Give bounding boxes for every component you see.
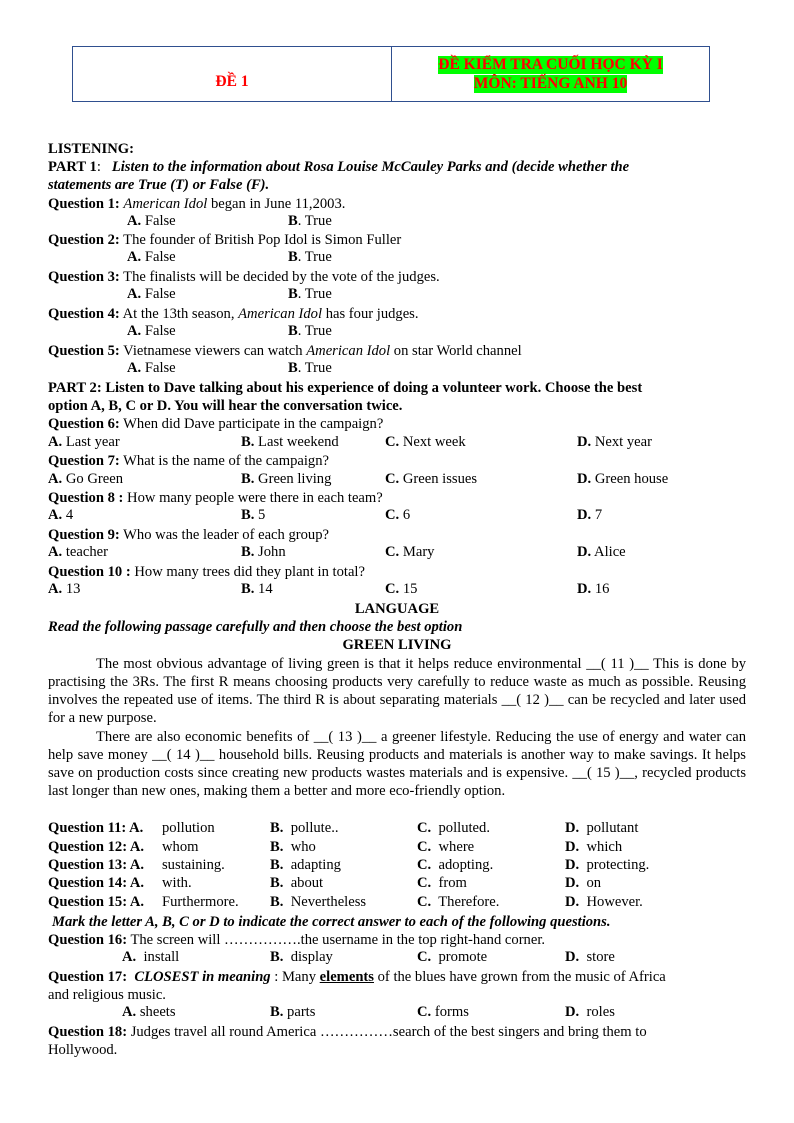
q7-option-d[interactable]: D. Green house xyxy=(577,471,669,487)
q9-option-a[interactable]: A. teacher xyxy=(48,544,108,560)
q15-option-b[interactable]: B. Nevertheless xyxy=(270,894,367,910)
q17-option-d[interactable]: D. roles xyxy=(565,1004,615,1020)
q11-option-b[interactable]: B. pollute.. xyxy=(270,820,339,836)
q7-option-b[interactable]: B. Green living xyxy=(241,471,332,487)
q6-option-a[interactable]: A. Last year xyxy=(48,434,120,450)
question-3: Question 3: The finalists will be decided by the vote of the judges. xyxy=(48,269,440,285)
q5-option-b[interactable]: B. True xyxy=(288,360,332,376)
q3-option-a[interactable]: A. False xyxy=(127,286,176,302)
q10-option-a[interactable]: A. 13 xyxy=(48,581,81,597)
q11-option-a[interactable]: pollution xyxy=(162,820,215,836)
question-10: Question 10 : How many trees did they plant in total? xyxy=(48,564,365,580)
q13-option-b[interactable]: B. adapting xyxy=(270,857,341,873)
listening-heading: LISTENING: xyxy=(48,141,134,157)
question-2: Question 2: The founder of British Pop Idol is Simon Fuller xyxy=(48,232,402,248)
part1-instruction-cont: statements are True (T) or False (F). xyxy=(48,177,270,193)
q8-option-c[interactable]: C. 6 xyxy=(385,507,411,523)
q14-label: Question 14: A. xyxy=(48,875,145,891)
q14-option-b[interactable]: B. about xyxy=(270,875,324,891)
question-18-cont: Hollywood. xyxy=(48,1042,118,1058)
question-16: Question 16: The screen will …………….the username in the top right-hand corner. xyxy=(48,932,546,948)
q13-label: Question 13: A. xyxy=(48,857,145,873)
question-8: Question 8 : How many people were there in each team? xyxy=(48,490,383,506)
q8-option-a[interactable]: A. 4 xyxy=(48,507,74,523)
exam-header-table xyxy=(72,46,710,102)
question-17: Question 17: CLOSEST in meaning : Many elements of the blues have grown from the music of Africa xyxy=(48,969,666,985)
q5-option-a[interactable]: A. False xyxy=(127,360,176,376)
q9-option-b[interactable]: B. John xyxy=(241,544,286,560)
exam-title: ĐỀ KIỂM TRA CUỐI HỌC KỲ I xyxy=(438,55,663,73)
q1-option-b[interactable]: B. True xyxy=(288,213,332,229)
q13-option-a[interactable]: sustaining. xyxy=(162,857,225,873)
question-5: Question 5: Vietnamese viewers can watch American Idol on star World channel xyxy=(48,343,522,359)
q12-label: Question 12: A. xyxy=(48,839,145,855)
q11-option-d[interactable]: D. pollutant xyxy=(565,820,639,836)
q10-option-c[interactable]: C. 15 xyxy=(385,581,418,597)
q7-option-a[interactable]: A. Go Green xyxy=(48,471,123,487)
language-heading: LANGUAGE xyxy=(354,601,440,617)
question-4: Question 4: At the 13th season, American Idol has four judges. xyxy=(48,306,419,322)
q8-option-b[interactable]: B. 5 xyxy=(241,507,266,523)
language-instruction: Read the following passage carefully and then choose the best option xyxy=(48,619,463,635)
q6-option-d[interactable]: D. Next year xyxy=(577,434,652,450)
q8-option-d[interactable]: D. 7 xyxy=(577,507,603,523)
q11-label: Question 11: A. xyxy=(48,820,144,836)
q12-option-a[interactable]: whom xyxy=(162,839,199,855)
question-7: Question 7: What is the name of the campaign? xyxy=(48,453,330,469)
q1-option-a[interactable]: A. False xyxy=(127,213,176,229)
exam-code: ĐỀ 1 xyxy=(215,73,249,90)
exam-title-cell xyxy=(392,47,709,101)
q10-option-b[interactable]: B. 14 xyxy=(241,581,273,597)
q11-option-c[interactable]: C. polluted. xyxy=(417,820,490,836)
q17-option-a[interactable]: A. sheets xyxy=(122,1004,176,1020)
q4-option-b[interactable]: B. True xyxy=(288,323,332,339)
question-9: Question 9: Who was the leader of each group? xyxy=(48,527,329,543)
q10-option-d[interactable]: D. 16 xyxy=(577,581,610,597)
q16-option-d[interactable]: D. store xyxy=(565,949,615,965)
part2-instruction: PART 2: Listen to Dave talking about his experience of doing a volunteer work. Choose the best xyxy=(48,380,643,396)
q12-option-d[interactable]: D. which xyxy=(565,839,623,855)
q13-option-c[interactable]: C. adopting. xyxy=(417,857,494,873)
part2-instruction-cont: option A, B, C or D. You will hear the conversation twice. xyxy=(48,398,403,414)
q13-option-d[interactable]: D. protecting. xyxy=(565,857,650,873)
question-18: Question 18: Judges travel all round America ……………search of the best singers and bring them to xyxy=(48,1024,647,1040)
q4-option-a[interactable]: A. False xyxy=(127,323,176,339)
q16-option-a[interactable]: A. install xyxy=(122,949,180,965)
q17-key-word: elements xyxy=(319,969,374,985)
mark-instruction: Mark the letter A, B, C or D to indicate the correct answer to each of the following questions. xyxy=(52,914,611,930)
q14-option-c[interactable]: C. from xyxy=(417,875,467,891)
passage-paragraph-1: The most obvious advantage of living green is that it helps reduce environmental __( 11 )__ This is done by practising the 3Rs. The first R means choosing products very carefully to reduce waste as much as possible. Reusing involves the repeated use of items. The third R is about separating materials __( 12 )__ can be recycled and later used for a new purpose. xyxy=(48,656,746,726)
q6-option-c[interactable]: C. Next week xyxy=(385,434,466,450)
q6-option-b[interactable]: B. Last weekend xyxy=(241,434,339,450)
q12-option-c[interactable]: C. where xyxy=(417,839,475,855)
q9-option-d[interactable]: D. Alice xyxy=(577,544,626,560)
q9-option-c[interactable]: C. Mary xyxy=(385,544,435,560)
q15-option-c[interactable]: C. Therefore. xyxy=(417,894,500,910)
q15-option-d[interactable]: D. However. xyxy=(565,894,643,910)
question-1: Question 1: American Idol began in June 11,2003. xyxy=(48,196,346,212)
q17-option-c[interactable]: C. forms xyxy=(417,1004,469,1020)
q7-option-c[interactable]: C. Green issues xyxy=(385,471,478,487)
q16-option-b[interactable]: B. display xyxy=(270,949,333,965)
q14-option-d[interactable]: D. on xyxy=(565,875,602,891)
question-17-cont: and religious music. xyxy=(48,987,166,1003)
q14-option-a[interactable]: with. xyxy=(162,875,192,891)
passage-title: GREEN LIVING xyxy=(342,637,452,653)
exam-subject: MÔN: TIẾNG ANH 10 xyxy=(473,74,628,92)
q3-option-b[interactable]: B. True xyxy=(288,286,332,302)
exam-code-cell xyxy=(73,47,392,101)
q16-option-c[interactable]: C. promote xyxy=(417,949,488,965)
q12-option-b[interactable]: B. who xyxy=(270,839,316,855)
question-6: Question 6: When did Dave participate in the campaign? xyxy=(48,416,384,432)
part1-instruction: PART 1: Listen to the information about Rosa Louise McCauley Parks and (decide whether the xyxy=(48,159,630,175)
q17-option-b[interactable]: B. parts xyxy=(270,1004,316,1020)
q2-option-a[interactable]: A. False xyxy=(127,249,176,265)
q2-option-b[interactable]: B. True xyxy=(288,249,332,265)
passage-paragraph-2: There are also economic benefits of __( 13 )__ a greener lifestyle. Reducing the use of energy and water can help save money __( 14 )__ household bills. Reusing products and materials is another way to make savings. It helps save on production costs since creating new products wastes materials and is expensive. __( 15 )__, recycled products last longer than new ones, making them a better and more eco-friendly option. xyxy=(48,729,746,799)
q15-option-a[interactable]: Furthermore. xyxy=(162,894,239,910)
q15-label: Question 15: A. xyxy=(48,894,145,910)
